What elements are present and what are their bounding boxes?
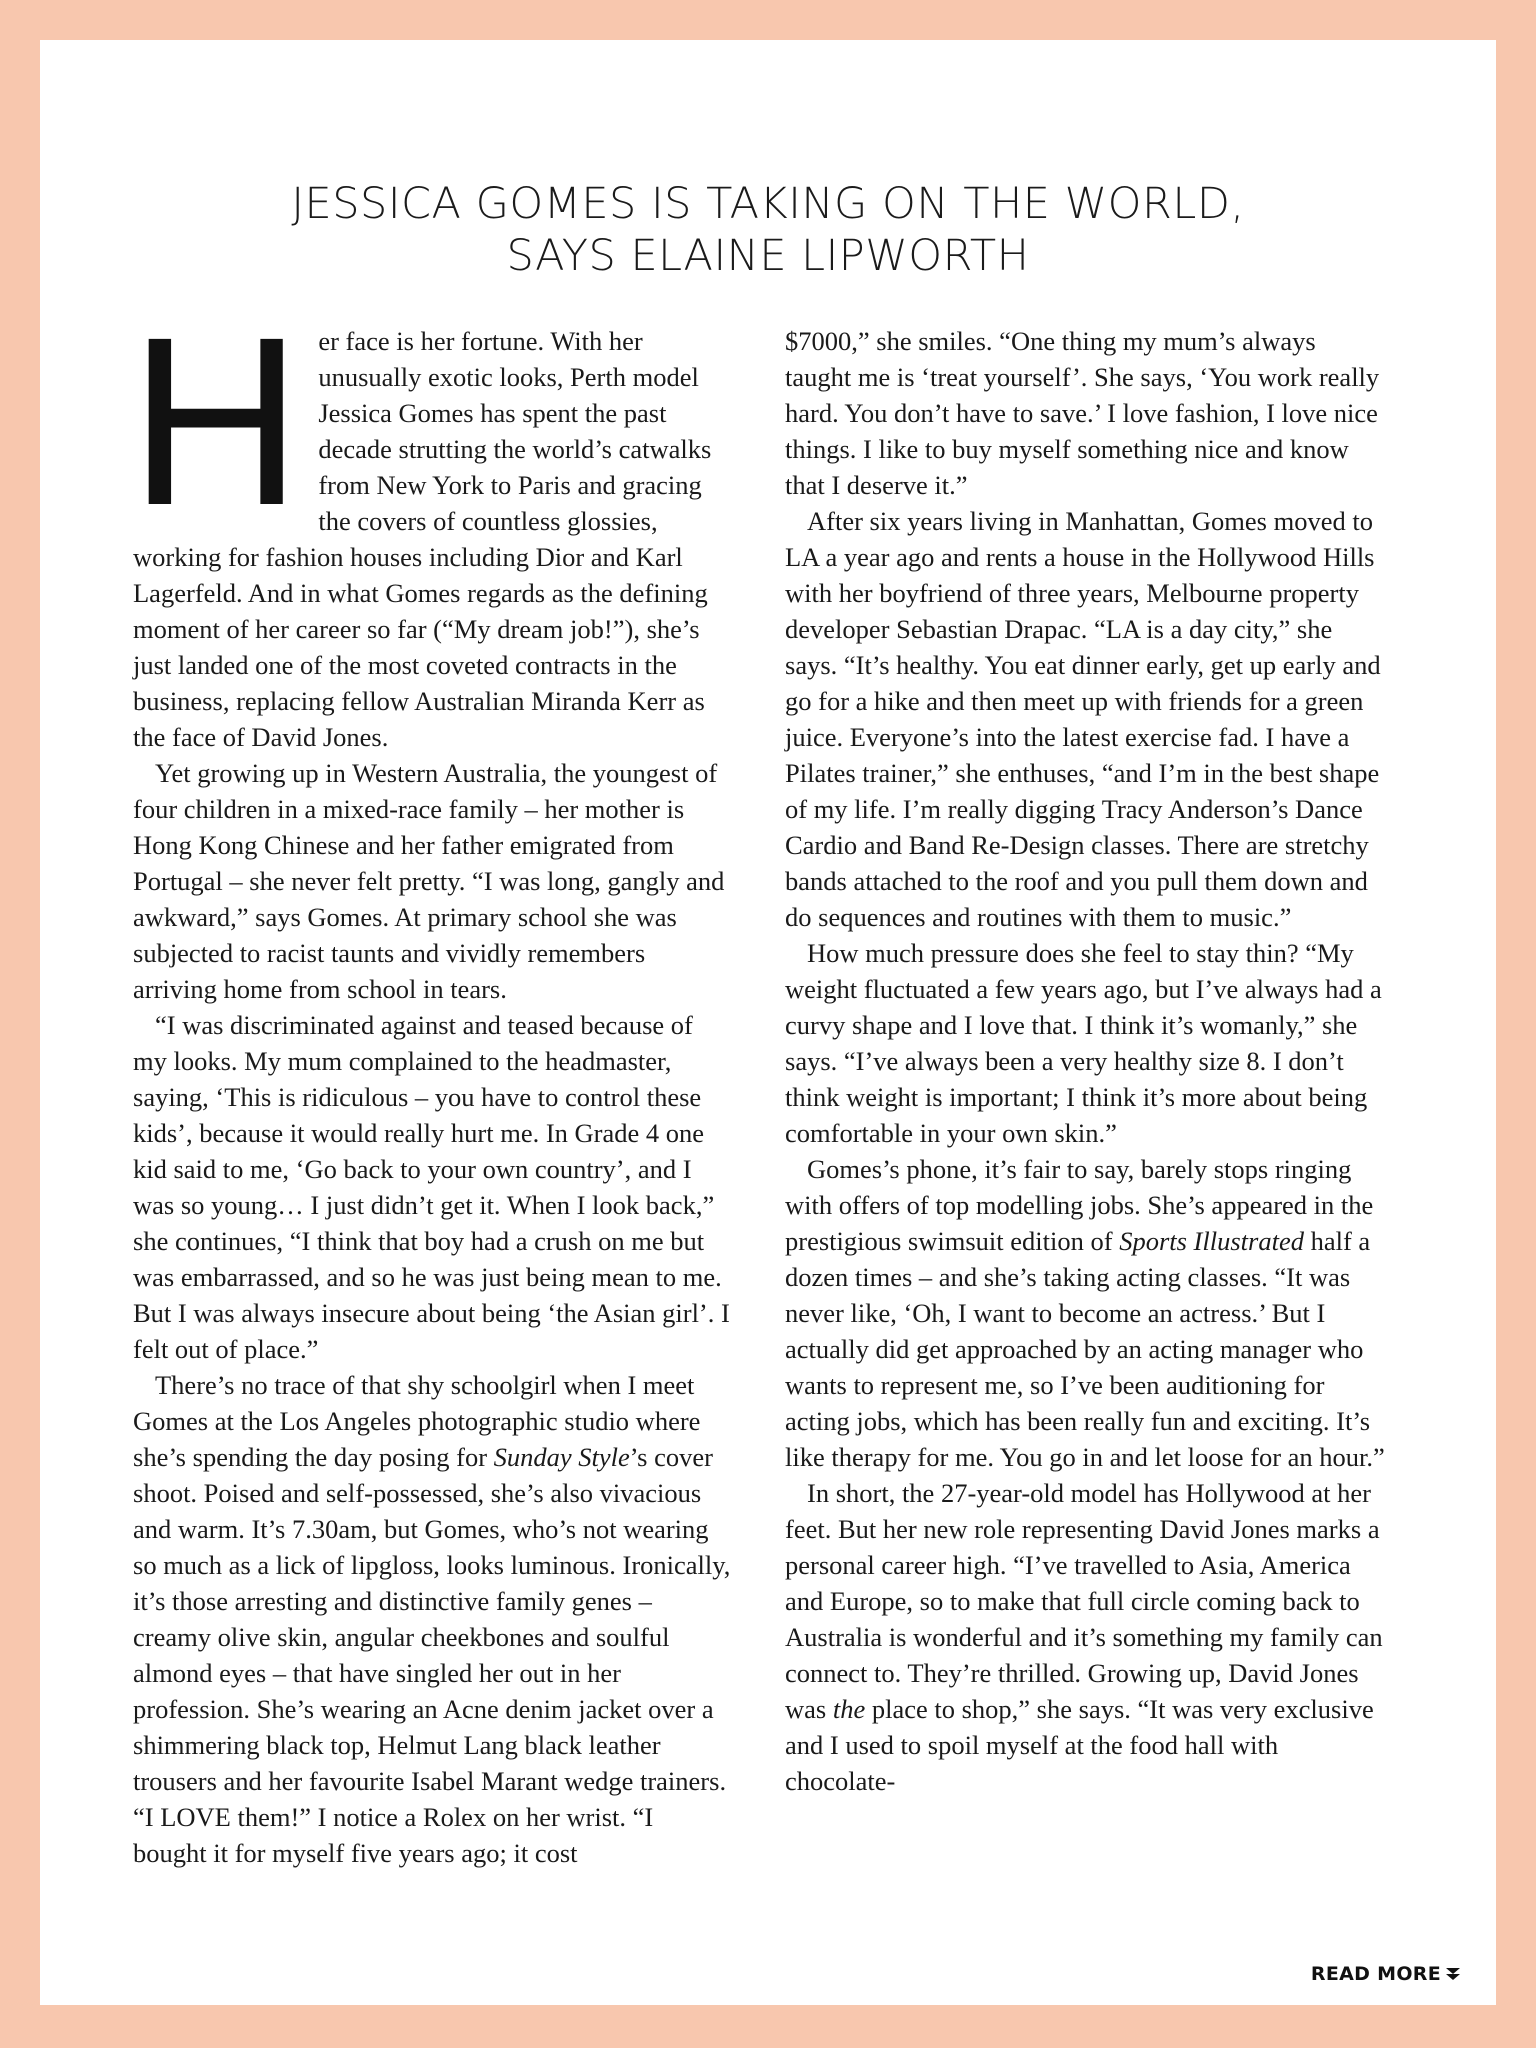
paragraph-7-text-b: half a dozen times – and she’s taking acting classes. “It was never like, ‘Oh, I want to become an actress.’ But I actually did get approached by an acting manager who wants to represent me, so I’ve been auditioning for acting jobs, which has been really fun and exciting. It’s like therapy for me. You go in and let loose for an hour.” (785, 1226, 1385, 1472)
paragraph-4-continued: $7000,” she smiles. “One thing my mum’s always taught me is ‘treat yourself’. She says, ‘You work really hard. You don’t have to save.’ I love fashion, I love nice things. I like to buy myself something nice and know that I deserve it.” (785, 326, 1380, 500)
paragraph-7-text-a: Gomes’s phone, it’s fair to say, barely stops ringing with offers of top modelling jobs. She’s appeared in the prestigious swimsuit edition of (785, 1154, 1374, 1256)
article-column-left (129, 287, 733, 1871)
paragraph-1-text: er face is her fortune. With her unusually exotic looks, Perth model Jessica Gomes has spent the past decade strutting the world’s catwalks from New York to Paris and gracing the covers of countless glossies, working for fashion houses including Dior and Karl Lagerfeld. And in what Gomes regards as the defining moment of her career so far (“My dream job!”), she’s just landed one of the most coveted contracts in the business, replacing fellow Australian Miranda Kerr as the face of David Jones. (133, 326, 712, 752)
paragraph-4-text-a: There’s no trace of that shy schoolgirl when I meet Gomes at the Los Angeles photographic studio where she’s spending the day posing for (133, 1370, 701, 1472)
double-chevron-down-icon (1445, 1966, 1461, 1982)
paragraph-4 (133, 1367, 733, 1871)
magazine-name: Sports Illustrated (1119, 1226, 1304, 1256)
paragraph-8-text-a: In short, the 27-year-old model has Hollywood at her feet. But her new role representing David Jones marks a personal career high. “I’ve travelled to Asia, America and Europe, so to make that full circle coming back to Australia is wonderful and it’s something my family can connect to. They’re thrilled. Growing up, David Jones was (785, 1478, 1383, 1724)
paragraph-4-text-b: ’s cover shoot. Poised and self-possessed, she’s also vivacious and warm. It’s 7.30am, but Gomes, who’s not wearing so much as a lick of lipgloss, looks luminous. Ironically, it’s those arresting and distinctive family genes – creamy olive skin, angular cheekbones and soulful almond eyes – that have singled her out in her profession. She’s wearing an Acne denim jacket over a shimmering black top, Helmut Lang black leather trousers and her favourite Isabel Marant wedge trainers. “I LOVE them!” I notice a Rolex on her wrist. “I bought it for myself five years ago; it cost (133, 1442, 731, 1868)
article-column-right (785, 323, 1385, 1799)
read-more-label: READ MORE (1310, 1963, 1441, 1985)
paragraph-8 (785, 1475, 1385, 1799)
paragraph-8-text-b: place to shop,” she says. “It was very exclusive and I used to spoil myself at the food hall with chocolate- (785, 1694, 1374, 1796)
article-headline (40, 178, 1496, 282)
paragraph-2: Yet growing up in Western Australia, the youngest of four children in a mixed-race family – her mother is Hong Kong Chinese and her father emigrated from Portugal – she never felt pretty. “I was long, gangly and awkward,” says Gomes. At primary school she was subjected to racist taunts and vividly remembers arriving home from school in tears. (133, 758, 725, 1004)
drop-cap: H (129, 287, 303, 555)
emphasis-word: the (832, 1694, 866, 1724)
paragraph-5: After six years living in Manhattan, Gomes moved to LA a year ago and rents a house in the Hollywood Hills with her boyfriend of three years, Melbourne property developer Sebastian Drapac. “LA is a day city,” she says. “It’s healthy. You eat dinner early, get up early and go for a hike and then meet up with friends for a green juice. Everyone’s into the latest exercise fad. I have a Pilates trainer,” she enthuses, “and I’m in the best shape of my life. I’m really digging Tracy Anderson’s Dance Cardio and Band Re-Design classes. There are stretchy bands attached to the roof and you pull them down and do sequences and routines with them to music.” (785, 506, 1381, 932)
paragraph-3: “I was discriminated against and teased because of my looks. My mum complained to the headmaster, saying, ‘This is ridiculous – you have to control these kids’, because it would really hurt me. In Grade 4 one kid said to me, ‘Go back to your own country’, and I was so young… I just didn’t get it. When I look back,” she continues, “I think that boy had a crush on me but was embarrassed, and so he was just being mean to me. But I was always insecure about being ‘the Asian girl’. I felt out of place.” (133, 1010, 730, 1364)
magazine-page (40, 40, 1496, 2005)
paragraph-6: How much pressure does she feel to stay thin? “My weight fluctuated a few years ago, but I’ve always had a curvy shape and I love that. I think it’s womanly,” she says. “I’ve always been a very healthy size 8. I don’t think weight is important; I think it’s more about being comfortable in your own skin.” (785, 938, 1382, 1148)
headline-line-1: JESSICA GOMES IS TAKING ON THE WORLD, (291, 179, 1245, 229)
paragraph-7 (785, 1151, 1385, 1475)
read-more-link[interactable] (1311, 1963, 1461, 1985)
publication-name: Sunday Style (493, 1442, 630, 1472)
headline-line-2: SAYS ELAINE LIPWORTH (506, 231, 1030, 281)
paragraph-1 (129, 287, 733, 755)
